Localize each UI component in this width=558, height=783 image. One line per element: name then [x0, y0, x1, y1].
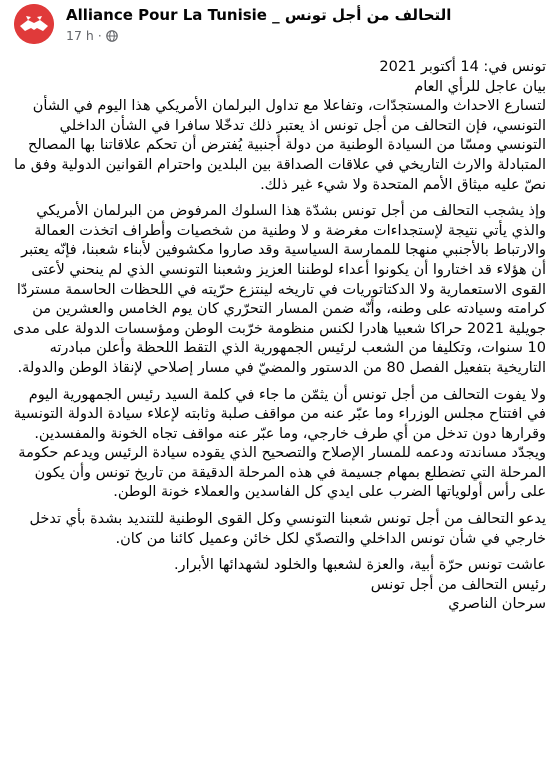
handshake-logo-icon	[14, 4, 54, 44]
closing-line: عاشت تونس حرّة أبية، والعزة لشعبها والخلود لشهدائها الأبرار.	[173, 557, 546, 574]
post-time[interactable]: 17 h	[66, 28, 94, 43]
date-line: تونس في: 14 أكتوبر 2021	[379, 59, 546, 75]
paragraph-1: لتسارع الاحداث والمستجدّات، وتفاعلا مع تداول البرلمان الأمريكي هذا اليوم في الشأن التونسي، فإن التحالف من أجل تونس اذ يعتبر ذلك تدخّلا سافرا في الشأن الداخلي التونسي ومسّا من السيادة الوطنية من دولة أجنبية يُفترض أن تحكم علاقاتنا بها المصالح المتبادلة والارث التاريخي في علاقات الصداقة بين البلدين واحترام القوانين الدولية وفق ما نصّ عليه ميثاق الأمم المتحدة ولا شيء غير ذلك.	[13, 98, 546, 193]
meta-separator: ·	[97, 28, 102, 43]
signature-title: رئيس التحالف من أجل تونس	[370, 576, 546, 593]
statement-subtitle: بيان عاجل للرأي العام	[414, 78, 546, 95]
signature-name: سرحان الناصري	[448, 596, 546, 613]
post-meta	[66, 28, 118, 43]
paragraph-3: ولا يفوت التحالف من أجل تونس أن يثمّن ما جاء في كلمة السيد رئيس الجمهورية اليوم في افتتاح مجلس الوزراء وما عبّر عنه من مواقف صلبة وثابته لإعلاء سيادة الدولة التونسية وقرارها دون تدخل من أي طرف خارجي، وما عبّر عنه مواقف تجاه الخونة والمفسدين. ويجدّد مساندته ودعمه للمسار الإصلاح والتصحيح الذي يقوده سيادة الرئيس ويدعم حكومة المرحلة التي تضطلع بمهام جسيمة في هذه المرحلة الدقيقة من تاريخ تونس وأن يكون على رأس أولوياتها الضرب على ايدي كل الفاسدين والعملاء خونة الوطن.	[13, 386, 546, 501]
globe-icon	[106, 30, 118, 42]
paragraph-4: يدعو التحالف من أجل تونس شعبنا التونسي وكل القوى الوطنية للتنديد بشدة بأي تدخل خارجي في شأن تونس الداخلي والتصدّي لكل خائن وعميل كائنا من كان.	[29, 511, 546, 547]
post-header	[0, 0, 558, 46]
post-body	[6, 58, 546, 615]
page-name[interactable]: Alliance Pour La Tunisie _ التحالف من أجل تونس	[66, 6, 452, 24]
paragraph-2: وإذ يشجب التحالف من أجل تونس بشدّة هذا السلوك المرفوض من البرلمان الأمريكي والذي يأتي نتيجة لإستجداءات مغرضة و لا وطنية من شخصيات وأطراف اتخذت العمالة والارتباط بالأجنبي منهجا للممارسة السياسية وقد صاروا مكشوفين لأبناء شعبنا، فإنّه يعتبر أن هؤلاء قد اختاروا أن يكونوا أعداء لوطننا العزيز وشعبنا التونسي الذي لم ينحني لأعتى القوى الاستعمارية ولا الدكتاتوريات في تاريخه لينتزع حرّيته في اللحظات الحاسمة مستردّا كرامته وسيادته على وطنه، وأنّه ضمن المسار التحرّري كان يوم الخامس والعشرين من جويلية 2021 حراكا شعبيا هادرا لكنس منظومة خرّبت الوطن ومؤسسات الدولة على مدى 10 سنوات، وتكليفا من الشعب لرئيس الجمهورية الذي التقط اللحظة وأعلن مبادرته التاريخية بتفعيل الفصل 80 من الدستور والمضيّ في مسار إصلاحي لإنقاذ الوطن والدولة.	[13, 203, 546, 376]
page-avatar[interactable]	[14, 4, 54, 44]
